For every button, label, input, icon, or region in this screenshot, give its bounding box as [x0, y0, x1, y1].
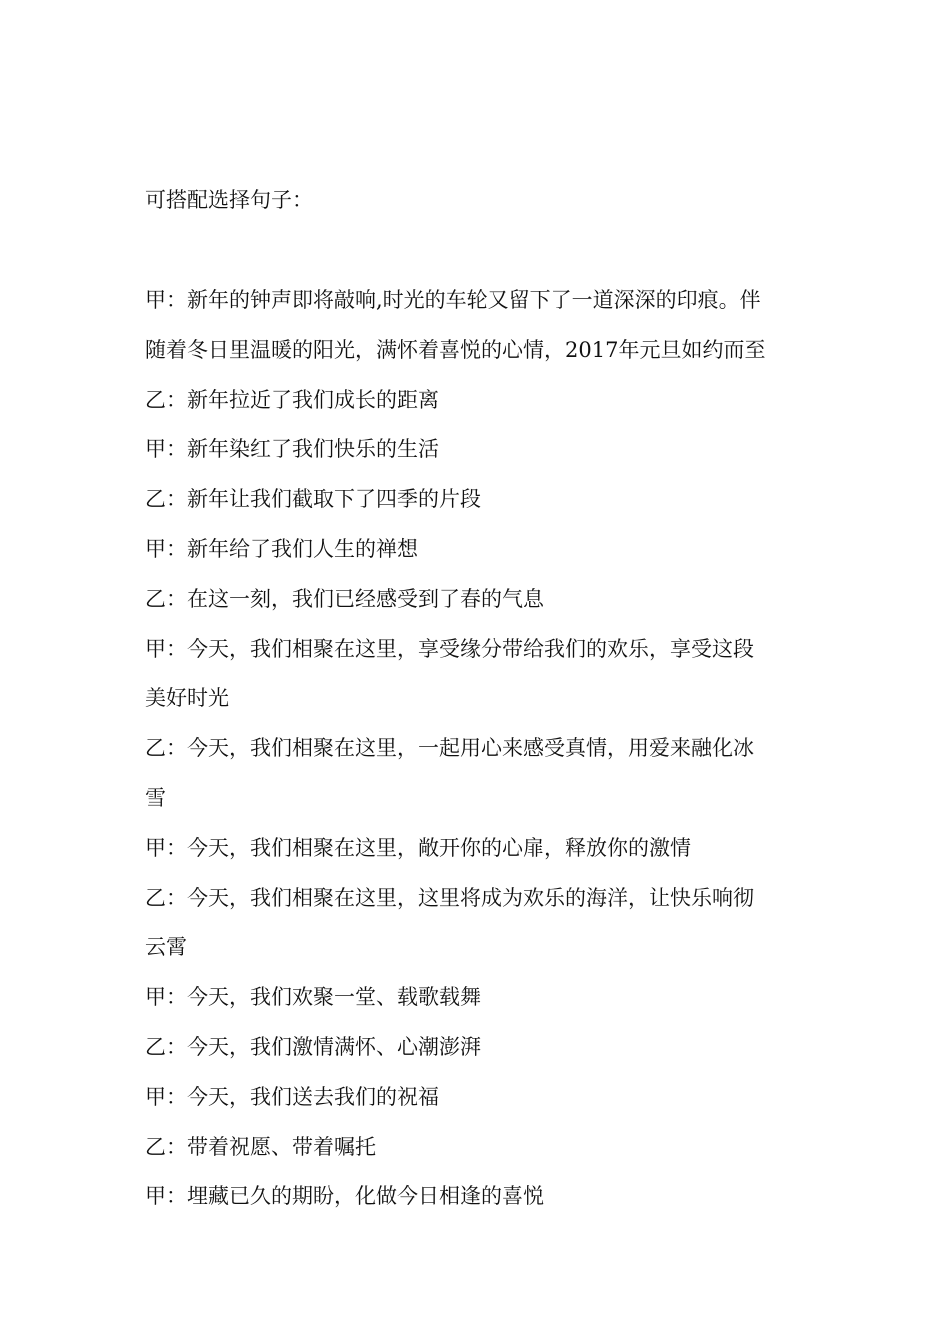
dialogue-line: 甲：今天，我们送去我们的祝福 [145, 1084, 439, 1109]
dialogue-line: 甲：今天，我们相聚在这里，敞开你的心扉，释放你的激情 [145, 835, 691, 860]
dialogue-line: 乙：今天，我们相聚在这里，这里将成为欢乐的海洋，让快乐响彻 [145, 885, 754, 910]
dialogue-line: 乙：今天，我们相聚在这里，一起用心来感受真情，用爱来融化冰 [145, 736, 754, 761]
dialogue-line: 随着冬日里温暖的阳光，满怀着喜悦的心情，2017年元旦如约而至 [145, 337, 766, 362]
dialogue-line: 甲：埋藏已久的期盼，化做今日相逢的喜悦 [145, 1184, 544, 1209]
dialogue-body [145, 282, 815, 1228]
dialogue-line: 乙：今天，我们激情满怀、心潮澎湃 [145, 1034, 481, 1059]
dialogue-line: 美好时光 [145, 686, 229, 711]
dialogue-line: 甲：新年的钟声即将敲响,时光的车轮又留下了一道深深的印痕。伴 [145, 288, 761, 312]
dialogue-line: 乙：在这一刻，我们已经感受到了春的气息 [145, 586, 544, 611]
dialogue-line: 甲：新年给了我们人生的禅想 [145, 536, 418, 561]
section-heading: 可搭配选择句子： [145, 188, 313, 212]
dialogue-line: 甲：新年染红了我们快乐的生活 [145, 437, 439, 462]
dialogue-line: 甲：今天，我们欢聚一堂、载歌载舞 [145, 985, 481, 1010]
dialogue-line: 乙：新年让我们截取下了四季的片段 [145, 487, 481, 512]
dialogue-line: 甲：今天，我们相聚在这里，享受缘分带给我们的欢乐，享受这段 [145, 636, 754, 661]
dialogue-line: 乙：新年拉近了我们成长的距离 [145, 387, 439, 412]
dialogue-line: 雪 [145, 785, 166, 810]
dialogue-line: 云霄 [145, 935, 187, 960]
dialogue-line: 乙：带着祝愿、带着嘱托 [145, 1134, 376, 1159]
